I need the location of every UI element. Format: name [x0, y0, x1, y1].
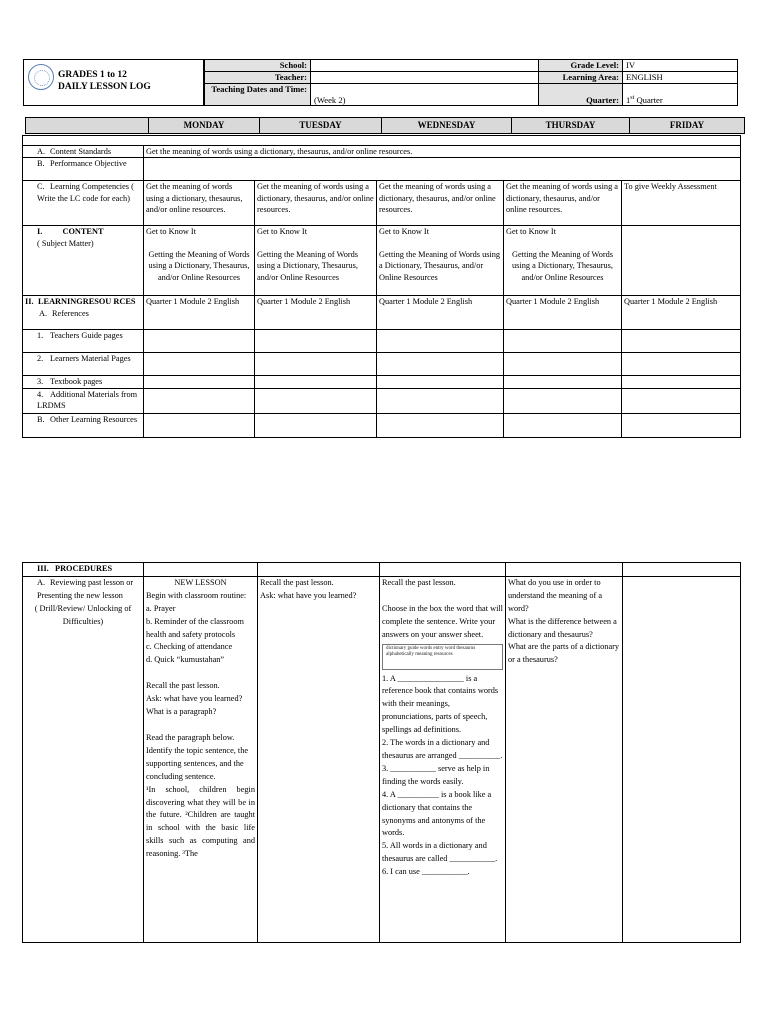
grade-level-label: Grade Level:: [539, 60, 623, 72]
teacher-label: Teacher:: [205, 72, 311, 84]
other-resources-label: B. Other Learning Resources: [23, 413, 144, 437]
content-tuesday: Get to Know It Getting the Meaning of Words using a Dictionary, Thesaurus, and/or Online Resources: [255, 226, 377, 296]
grade-level-value: IV: [623, 60, 738, 72]
learning-area-label: Learning Area:: [539, 72, 623, 84]
quarter-ordinal: st: [630, 95, 635, 102]
teachers-guide-label: 1. Teachers Guide pages: [23, 330, 144, 353]
school-label: School:: [205, 60, 311, 72]
quarter-value: [623, 84, 738, 106]
doc-title-line1: GRADES 1 to 12: [58, 70, 127, 80]
doc-title-line2: DAILY LESSON LOG: [58, 82, 151, 92]
day-monday: MONDAY: [149, 118, 260, 134]
learning-competencies-label: C. Learning Competencies ( Write the LC code for each): [23, 181, 144, 226]
resources-wednesday: Quarter 1 Module 2 English: [377, 296, 504, 330]
content-friday: [622, 226, 741, 296]
resources-monday: Quarter 1 Module 2 English: [144, 296, 255, 330]
procedures-label: III. PROCEDURES: [23, 563, 144, 577]
header-info-table: [204, 59, 738, 106]
quarter-label: Quarter:: [539, 84, 623, 106]
resources-thursday: Quarter 1 Module 2 English: [504, 296, 622, 330]
day-wednesday: WEDNESDAY: [382, 118, 512, 134]
procedure-wednesday: Recall the past lesson. Choose in the box the word that will complete the sentence. Write your answers on your answer sheet. dictionary guide words entry word thesaurus alphabetically meaning resources 1. A ________________ is a reference book that contains words with their meanings, pronunciations, parts of speech, spellings ad definitions. 2. The words in a dictionary and thesaurus are arranged __________. 3. ___________ serve as help in finding the words easily. 4. A __________ is a book like a dictionary that contains the synonyms and antonyms of the words. 5. All words in a dictionary and thesaurus are called ___________. 6. I can use ___________.: [380, 576, 506, 942]
competency-wednesday: Get the meaning of words using a dictionary, thesaurus, and/or online resources.: [377, 181, 504, 226]
competency-monday: Get the meaning of words using a dictionary, thesaurus, and/or online resources.: [144, 181, 255, 226]
resources-tuesday: Quarter 1 Module 2 English: [255, 296, 377, 330]
content-standards-text: Get the meaning of words using a dictionary, thesaurus, and/or online resources.: [144, 146, 741, 158]
competency-tuesday: Get the meaning of words using a dictionary, thesaurus, and/or online resources.: [255, 181, 377, 226]
learners-material-label: 2. Learners Material Pages: [23, 353, 144, 376]
performance-objective-text: [144, 158, 741, 181]
quarter-word: Quarter: [634, 95, 663, 105]
day-friday: FRIDAY: [630, 118, 745, 134]
teacher-value: [311, 72, 539, 84]
deped-seal-icon: [28, 64, 54, 90]
competency-thursday: Get the meaning of words using a dictionary, thesaurus, and/or online resources.: [504, 181, 622, 226]
lesson-log-table-procedures: [22, 562, 741, 943]
competency-friday: To give Weekly Assessment: [622, 181, 741, 226]
teaching-dates-value: (Week 2): [311, 84, 539, 106]
school-value: [311, 60, 539, 72]
procedure-monday: NEW LESSON Begin with classroom routine: a. Prayer b. Reminder of the classroom health and safety protocols c. Checking of attendance d. Quick “kumustahan” Recall the past lesson. Ask: what have you learned? What is a paragraph? Read the paragraph below. Identify the topic sentence, the supporting sentences, and the concluding sentence. ¹In school, children begin discovering what they will be in the future. ²Children are taught in school with the basic life skills such as computing and reasoning. ³The: [144, 576, 258, 942]
teaching-dates-label: Teaching Dates and Time:: [205, 84, 311, 106]
lesson-log-table-top: [22, 135, 741, 438]
learning-area-value: ENGLISH: [623, 72, 738, 84]
content-standards-label: A. Content Standards: [23, 146, 144, 158]
day-header-row: [25, 117, 745, 134]
day-thursday: THURSDAY: [512, 118, 630, 134]
day-tuesday: TUESDAY: [260, 118, 382, 134]
content-thursday: Get to Know It Getting the Meaning of Words using a Dictionary, Thesaurus, and/or Online Resources: [504, 226, 622, 296]
quarter-number: 1: [626, 95, 631, 105]
content-label: I. CONTENT ( Subject Matter): [23, 226, 144, 296]
reviewing-lesson-label: A. Reviewing past lesson or Presenting the new lesson ( Drill/Review/ Unlocking of Difficulties): [23, 576, 144, 942]
procedure-tuesday: Recall the past lesson. Ask: what have you learned?: [258, 576, 380, 942]
procedure-friday: [623, 576, 741, 942]
additional-materials-label: 4. Additional Materials from LRDMS: [23, 388, 144, 413]
learning-resources-label: II. LEARNINGRESOU RCES A. References: [23, 296, 144, 330]
procedure-thursday: What do you use in order to understand the meaning of a word? What is the difference between a dictionary and thesaurus? What are the parts of a dictionary or a thesaurus?: [506, 576, 623, 942]
word-choice-box: dictionary guide words entry word thesaurus alphabetically meaning resources: [382, 644, 503, 670]
content-monday: Get to Know It Getting the Meaning of Words using a Dictionary, Thesaurus, and/or Online Resources: [144, 226, 255, 296]
spacer-row: [23, 136, 741, 146]
content-wednesday: Get to Know It Getting the Meaning of Words using a Dictionary, Thesaurus, and/or Online Resources: [377, 226, 504, 296]
new-lesson-heading: NEW LESSON: [174, 577, 227, 587]
resources-friday: Quarter 1 Module 2 English: [622, 296, 741, 330]
performance-objective-label: B. Performance Objective: [23, 158, 144, 181]
textbook-pages-label: 3. Textbook pages: [23, 376, 144, 388]
day-header-blank: [26, 118, 149, 134]
